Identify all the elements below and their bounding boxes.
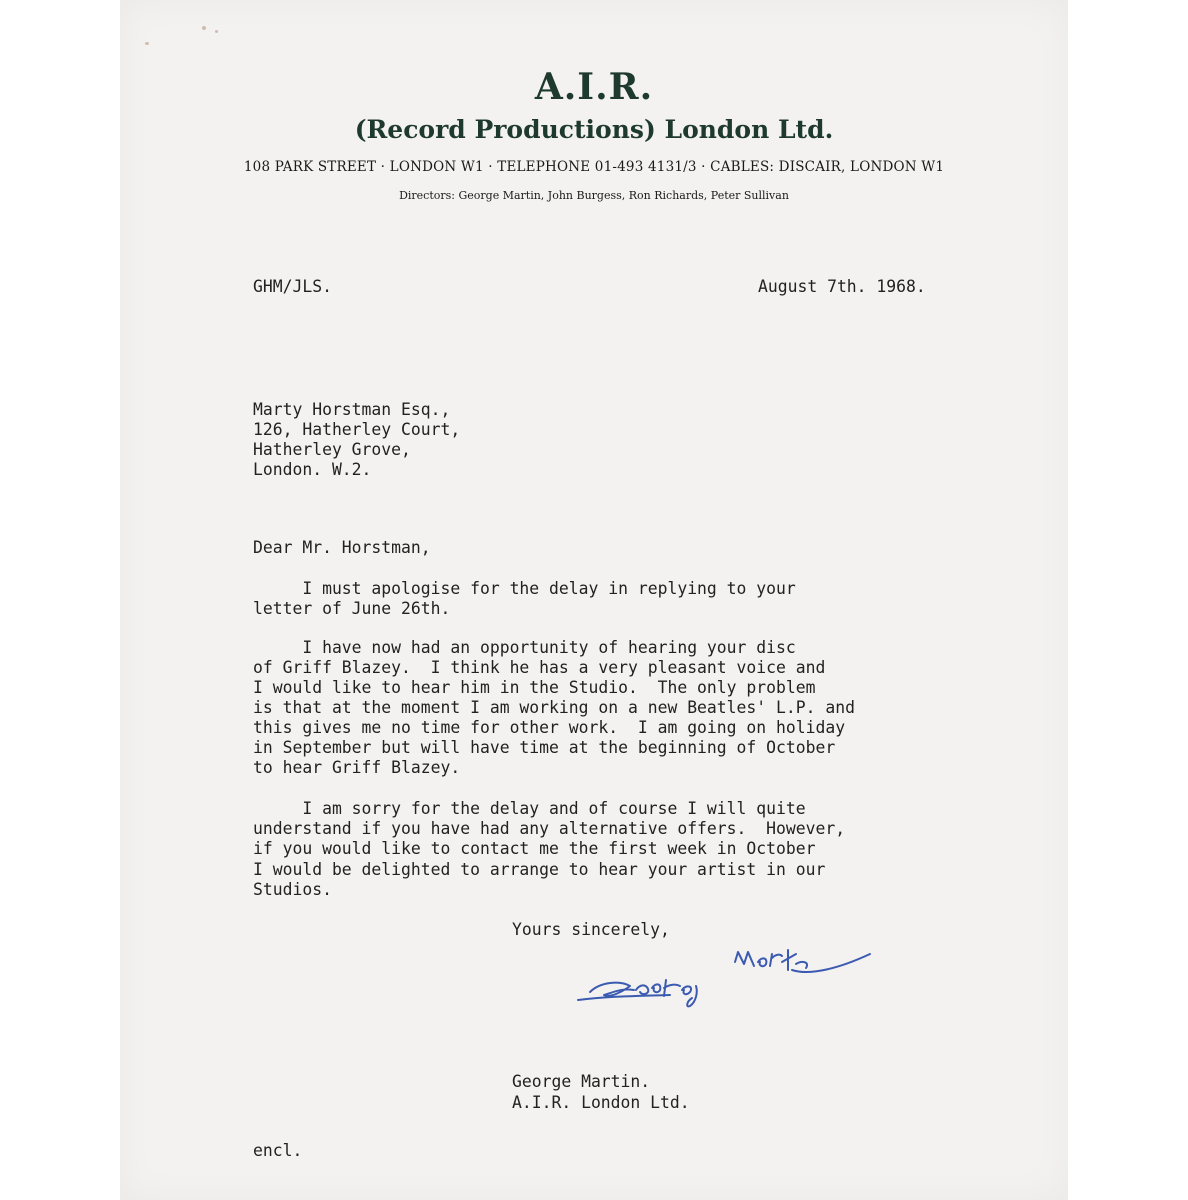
body-line: I am sorry for the delay and of course I will quite xyxy=(253,799,806,818)
handwritten-signature xyxy=(570,940,900,1020)
body-line: I would be delighted to arrange to hear your artist in our xyxy=(253,860,826,879)
body-line: Studios. xyxy=(253,880,332,899)
signatory-company: A.I.R. London Ltd. xyxy=(512,1093,690,1112)
body-line: of Griff Blazey. I think he has a very pleasant voice and xyxy=(253,658,826,677)
signatory-name: George Martin. xyxy=(512,1072,651,1091)
enclosure-note: encl. xyxy=(253,1141,303,1160)
letterhead-subtitle: (Record Productions) London Ltd. xyxy=(354,115,834,144)
body-line: letter of June 26th. xyxy=(253,599,451,618)
salutation: Dear Mr. Horstman, xyxy=(253,538,431,557)
body-line: understand if you have had any alternative offers. However, xyxy=(253,819,846,838)
paper-stain xyxy=(215,30,218,33)
letterhead-address: 108 PARK STREET · LONDON W1 · TELEPHONE 01-493 4131/3 · CABLES: DISCAIR, LONDON W1 xyxy=(243,159,945,175)
recipient-line: London. W.2. xyxy=(253,460,372,479)
body-line: to hear Griff Blazey. xyxy=(253,758,461,777)
recipient-line: Hatherley Grove, xyxy=(253,440,411,459)
recipient-line: Marty Horstman Esq., xyxy=(253,400,451,419)
body-line: is that at the moment I am working on a new Beatles' L.P. and xyxy=(253,698,855,717)
body-line: I would like to hear him in the Studio. The only problem xyxy=(253,678,816,697)
recipient-line: 126, Hatherley Court, xyxy=(253,420,461,439)
letter-date: August 7th. 1968. xyxy=(758,277,926,296)
body-line: I have now had an opportunity of hearing your disc xyxy=(253,638,796,657)
paper-stain xyxy=(202,26,206,30)
body-line: in September but will have time at the beginning of October xyxy=(253,738,836,757)
letterhead-company: A.I.R. xyxy=(534,66,654,108)
body-line: I must apologise for the delay in replying to your xyxy=(253,579,796,598)
paper-stain xyxy=(145,42,149,45)
letterhead-directors: Directors: George Martin, John Burgess, Ron Richards, Peter Sullivan xyxy=(399,189,789,202)
closing: Yours sincerely, xyxy=(512,920,670,939)
body-line: this gives me no time for other work. I am going on holiday xyxy=(253,718,846,737)
reference-code: GHM/JLS. xyxy=(253,277,332,296)
body-line: if you would like to contact me the first week in October xyxy=(253,839,816,858)
letter-page xyxy=(120,0,1068,1200)
